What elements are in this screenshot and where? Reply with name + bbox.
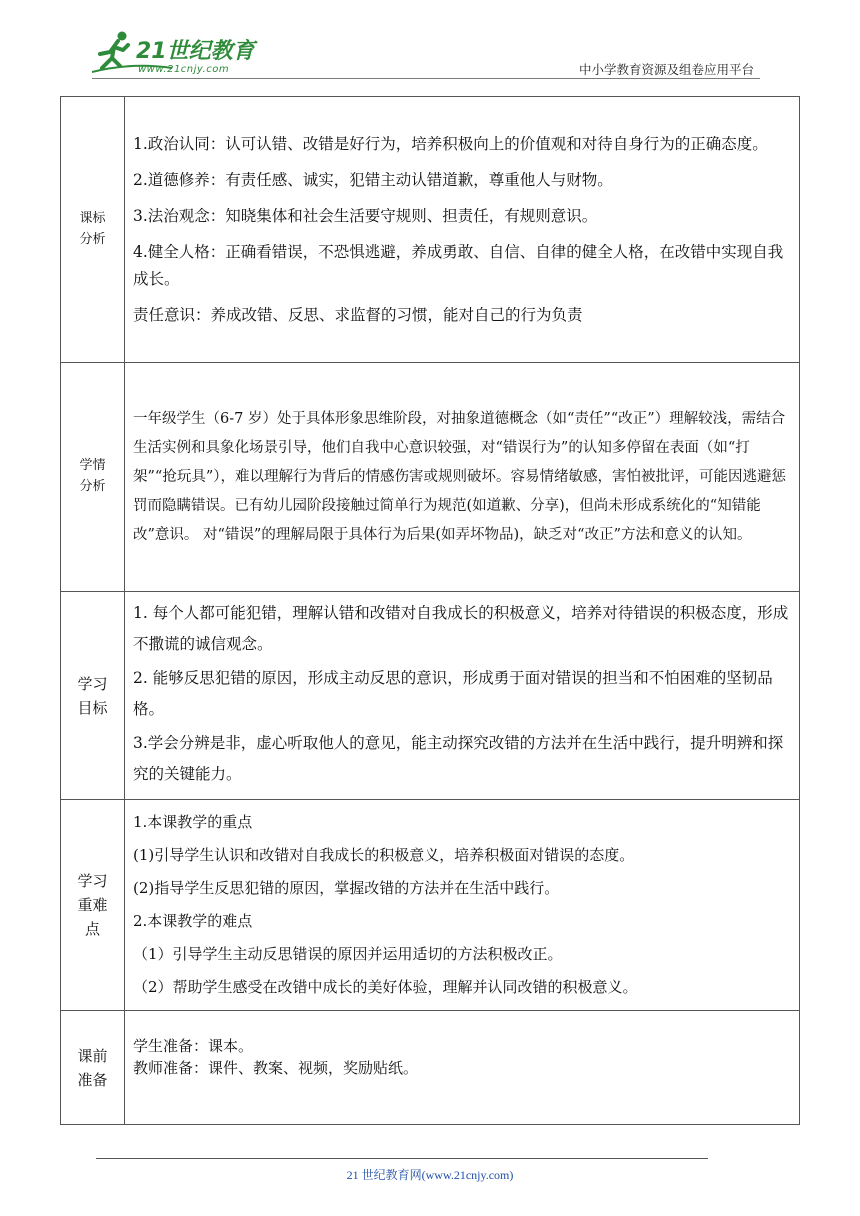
- svg-text:www.21cnjy.com: www.21cnjy.com: [138, 64, 230, 75]
- footer-divider: [96, 1158, 708, 1159]
- table-row: [61, 97, 800, 363]
- paragraph: 3.法治观念：知晓集体和社会生活要守规则、担责任，有规则意识。: [133, 206, 598, 225]
- paragraph: (1)引导学生认识和改错对自我成长的积极意义，培养积极面对错误的态度。: [133, 846, 635, 864]
- row-content-cell: [125, 800, 800, 1011]
- paragraph: 3.学会分辨是非，虚心听取他人的意见，能主动探究改错的方法并在生活中践行，提升明辨和探究的关键能力。: [133, 734, 784, 783]
- header-divider: [92, 78, 760, 79]
- row-content-cell: [125, 363, 800, 592]
- footer-link[interactable]: 21 世纪教育网(www.21cnjy.com): [346, 1168, 514, 1182]
- table-row: [61, 592, 800, 800]
- paragraph: （2）帮助学生感受在改错中成长的美好体验，理解并认同改错的积极意义。: [133, 978, 638, 996]
- paragraph: 责任意识：养成改错、反思、求监督的习惯，能对自己的行为负责: [133, 305, 583, 324]
- row-label-cell: [61, 800, 125, 1011]
- paragraph: (2)指导学生反思犯错的原因，掌握改错的方法并在生活中践行。: [133, 879, 560, 897]
- row-label-cell: [61, 1011, 125, 1125]
- row-content-cell: [125, 592, 800, 800]
- platform-title: 中小学教育资源及组卷应用平台: [578, 62, 754, 77]
- paragraph: 教师准备：课件、教案、视频，奖励贴纸。: [133, 1059, 419, 1077]
- paragraph: 1.政治认同：认可认错、改错是好行为，培养积极向上的价值观和对待自身行为的正确态度。: [133, 134, 768, 153]
- site-logo[interactable]: [92, 28, 262, 78]
- table-row: [61, 363, 800, 592]
- row-label: 课前准备: [77, 1046, 108, 1089]
- row-label-cell: [61, 97, 125, 363]
- paragraph: 2.本课教学的难点: [133, 912, 253, 930]
- paragraph: 2.道德修养：有责任感、诚实，犯错主动认错道歉，尊重他人与财物。: [133, 170, 613, 189]
- paragraph: 一年级学生（6-7 岁）处于具体形象思维阶段，对抽象道德概念（如“责任”“改正”）理解较浅，需结合生活实例和具象化场景引导，他们自我中心意识较强，对“错误行为”的认知多停留在表面（如“打架”“抢玩具”），难以理解行为背后的情感伤害或规则破坏。容易情绪敏感，害怕被批评，可能因逃避惩罚而隐瞒错误。已有幼儿园阶段接触过简单行为规范(如道歉、分享)，但尚未形成系统化的“知错能改”意识。 对“错误”的理解局限于具体行为后果(如弄坏物品)，缺乏对“改正”方法和意义的认知。: [133, 410, 786, 543]
- svg-text:21世纪教育: 21世纪教育: [136, 39, 255, 64]
- paragraph: 1. 每个人都可能犯错，理解认错和改错对自我成长的积极意义，培养对待错误的积极态度，形成不撒谎的诚信观念。: [133, 604, 789, 653]
- row-label: 课标分析: [79, 210, 106, 247]
- row-content-cell: [125, 97, 800, 363]
- paragraph: 2. 能够反思犯错的原因，形成主动反思的意识，形成勇于面对错误的担当和不怕困难的坚韧品格。: [133, 669, 773, 718]
- page-header: [0, 0, 860, 82]
- paragraph: 1.本课教学的重点: [133, 813, 253, 831]
- row-label: 学习重难点: [77, 872, 108, 938]
- paragraph: 4.健全人格：正确看错误，不恐惧逃避，养成勇敢、自信、自律的健全人格，在改错中实现自我成长。: [133, 242, 784, 288]
- paragraph: 学生准备：课本。: [133, 1037, 254, 1055]
- row-label-cell: [61, 592, 125, 800]
- paragraph: （1）引导学生主动反思错误的原因并运用适切的方法积极改正。: [133, 945, 563, 963]
- row-label-cell: [61, 363, 125, 592]
- row-label: 学习目标: [77, 674, 108, 717]
- table-row: [61, 1011, 800, 1125]
- row-label: 学情分析: [79, 458, 106, 494]
- lesson-plan-table: [60, 96, 800, 1125]
- row-content-cell: [125, 1011, 800, 1125]
- table-row: [61, 800, 800, 1011]
- runner-logo-icon: [92, 28, 262, 78]
